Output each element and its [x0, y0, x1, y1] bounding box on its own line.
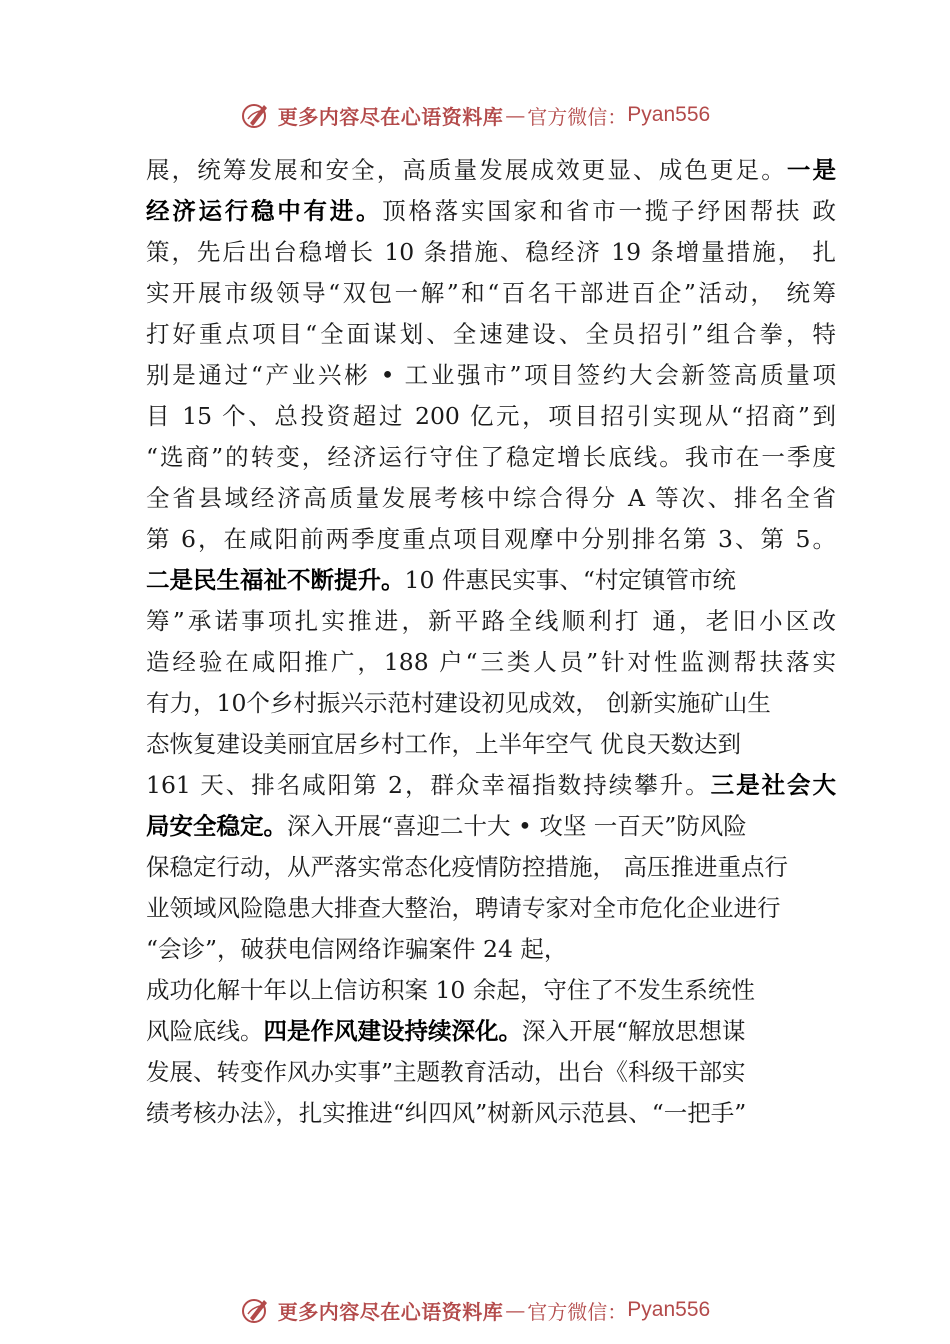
text-line — [146, 765, 836, 806]
text-run: 风险底线。 — [146, 1017, 264, 1045]
text-line — [146, 437, 836, 478]
banner-wechat-id: Pyan556 — [627, 1298, 711, 1321]
text-run: “选商”的转变，经济运行守住了稳定增长底线。我市在一季度 — [146, 443, 836, 471]
text-run: 造经验在咸阳推广，188 户“三类人员”针对性监测帮扶落实 — [146, 648, 836, 676]
watermark-banner-bottom — [0, 1290, 950, 1330]
text-line — [146, 724, 836, 765]
banner-wechat-id: Pyan556 — [627, 103, 711, 126]
text-run: 展，统筹发展和安全，高质量发展成效更显、成色更足。 — [146, 156, 787, 184]
text-run: 绩考核办法》，扎实推进“纠四风”树新风示范县、“一把手” — [146, 1099, 747, 1127]
text-line — [146, 929, 836, 970]
text-run: 161 天、排名咸阳第 2，群众幸福指数持续攀升。 — [146, 771, 711, 799]
text-run: 深入开展“解放思想谋 — [522, 1017, 746, 1045]
text-line — [146, 355, 836, 396]
text-run: 顶格落实国家和省市一揽子纾困帮扶 政 — [382, 197, 836, 225]
bold-heading-run: 局安全稳定。 — [146, 812, 287, 840]
pen-logo-icon — [240, 99, 272, 131]
bold-heading-run: 二是民生福祉不断提升。 — [146, 566, 405, 594]
text-line — [146, 191, 836, 232]
text-line — [146, 888, 836, 929]
bold-heading-run: 三是社会大 — [710, 771, 836, 799]
text-run: 业领域风险隐患大排查大整治，聘请专家对全市危化企业进行 — [146, 894, 781, 922]
text-line — [146, 1011, 836, 1052]
text-run: 有力，10个乡村振兴示范村建设初见成效， 创新实施矿山生 — [146, 689, 771, 717]
text-run: 别是通过“产业兴彬 • 工业强市”项目签约大会新签高质量项 — [146, 361, 836, 389]
text-run: 10 件惠民实事、“村定镇管市统 — [404, 566, 736, 594]
text-line — [146, 560, 836, 601]
text-run: 实开展市级领导“双包一解”和“百名干部进百企”活动， 统筹 — [146, 279, 836, 307]
text-line — [146, 273, 836, 314]
bold-heading-run: 四是作风建设持续深化。 — [263, 1017, 522, 1045]
text-line — [146, 642, 836, 683]
banner-title: 更多内容尽在心语资料库 — [277, 1299, 504, 1324]
watermark-banner-top — [0, 95, 950, 135]
text-run: 保稳定行动，从严落实常态化疫情防控措施， 高压推进重点行 — [146, 853, 788, 881]
text-run: 打好重点项目“全面谋划、全速建设、全员招引”组合拳，特 — [146, 320, 836, 348]
banner-wechat-label: 官方微信： — [527, 1299, 628, 1324]
text-line — [146, 314, 836, 355]
text-run: 策，先后出台稳增长 10 条措施、稳经济 19 条增量措施， 扎 — [146, 238, 836, 266]
pen-logo-icon — [240, 1294, 272, 1326]
text-run: “会诊”，破获电信网络诈骗案件 24 起， — [146, 935, 568, 963]
text-run: 态恢复建设美丽宜居乡村工作，上半年空气 优良天数达到 — [146, 730, 741, 758]
text-line — [146, 478, 836, 519]
text-line — [146, 519, 836, 560]
banner-dash: — — [505, 103, 526, 127]
text-run: 目 15 个、总投资超过 200 亿元，项目招引实现从“招商”到 — [146, 402, 836, 430]
text-run: 全省县域经济高质量发展考核中综合得分 A 等次、排名全省 — [146, 484, 836, 512]
text-run: 深入开展“喜迎二十大 • 攻坚 一百天”防风险 — [287, 812, 747, 840]
text-run: 第 6，在咸阳前两季度重点项目观摩中分别排名第 3、第 5。 — [146, 525, 836, 553]
text-line — [146, 601, 836, 642]
text-line — [146, 396, 836, 437]
text-run: 发展、转变作风办实事”主题教育活动，出台《科级干部实 — [146, 1058, 746, 1086]
text-line — [146, 806, 836, 847]
banner-dash: — — [505, 1298, 526, 1322]
banner-wechat-label: 官方微信： — [527, 104, 628, 129]
text-line — [146, 1052, 836, 1093]
text-line — [146, 150, 836, 191]
text-run: 成功化解十年以上信访积案 10 余起，守住了不发生系统性 — [146, 976, 755, 1004]
banner-title: 更多内容尽在心语资料库 — [277, 104, 504, 129]
text-run: 筹”承诺事项扎实推进，新平路全线顺利打 通，老旧小区改 — [146, 607, 836, 635]
text-line — [146, 1093, 836, 1134]
text-line — [146, 683, 836, 724]
bold-heading-run: 一是 — [786, 156, 836, 184]
text-line — [146, 970, 836, 1011]
bold-heading-run: 经济运行稳中有进。 — [146, 197, 383, 225]
document-body — [146, 150, 836, 1134]
text-line — [146, 847, 836, 888]
text-line — [146, 232, 836, 273]
